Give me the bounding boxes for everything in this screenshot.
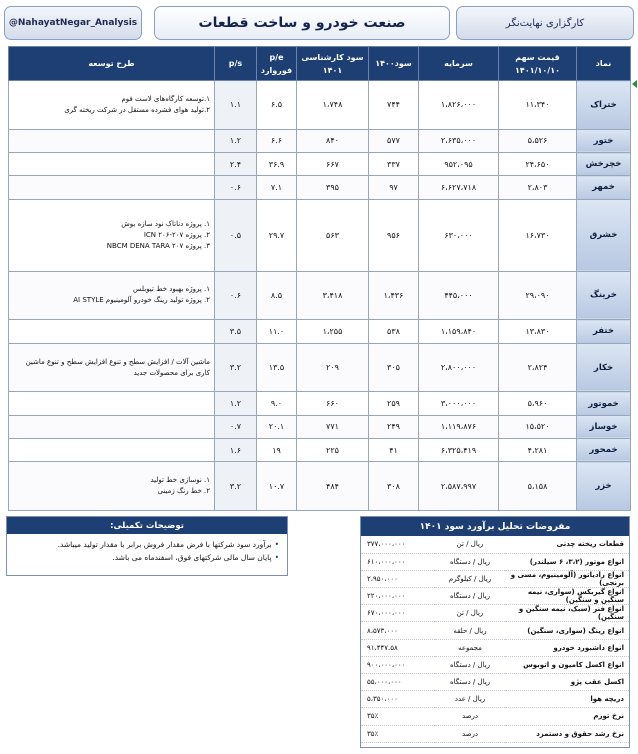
table-row [9, 176, 631, 199]
ps-cell: ۳.۵ [215, 320, 257, 343]
assumption-unit: درصد [435, 708, 505, 725]
pe-cell: ۸.۵ [257, 271, 297, 320]
table-body [9, 81, 631, 511]
col-header-capital: سرمایه [419, 47, 499, 81]
profit-1401-cell: ۳۹۵ [297, 176, 369, 199]
assumption-name: انواع داشبورد خودرو [505, 639, 629, 656]
plan-line: ۱. پروژه دناتاک نود سازه بوش [121, 219, 210, 228]
notes-list [7, 534, 287, 568]
assumption-name: دریچه هوا [505, 691, 629, 708]
assumption-unit: مجموعه [435, 639, 505, 656]
pe-cell: ۱۱.۰ [257, 320, 297, 343]
assumptions-box [360, 516, 630, 748]
col-header-plan: طرح توسعه [9, 47, 215, 81]
plan-line: ۲. پروژه تولید رینگ خودرو آلومینیوم AI STYLE [73, 296, 210, 305]
plan-cell [9, 271, 215, 320]
assumption-value: ۲،۹۵۰،۰۰۰ [361, 570, 435, 587]
price-cell: ۲،۸۲۴ [499, 343, 577, 392]
table-row [9, 392, 631, 415]
price-cell: ۵،۹۶۰ [499, 392, 577, 415]
assumption-name: قطعات ریخته چدنی [505, 536, 629, 553]
plan-line: ۳. پروژه NBCM DENA TARA ۲۰۷ [106, 241, 210, 250]
price-cell: ۵،۱۵۸ [499, 462, 577, 511]
profit-1400-cell: ۲۵۹ [369, 392, 419, 415]
symbol-cell: خمهر [577, 176, 631, 199]
assumption-row [361, 605, 629, 622]
symbol-cell: خکار [577, 343, 631, 392]
capital-cell: ۶،۶۲۷،۷۱۸ [419, 176, 499, 199]
plan-line: ۱. پروژه بهبود خط تیوبلس [133, 285, 210, 294]
assumptions-table [361, 536, 629, 743]
price-cell: ۱۵،۵۲۰ [499, 415, 577, 438]
assumption-unit: ریال / دستگاه [435, 674, 505, 691]
table-row [9, 415, 631, 438]
assumption-row [361, 622, 629, 639]
ps-cell: ۰.۶ [215, 271, 257, 320]
table-header-row [9, 47, 631, 81]
pe-cell: ۹.۰ [257, 392, 297, 415]
plan-line: ۱. نوسازی خط تولید [150, 476, 210, 485]
plan-cell [9, 129, 215, 152]
profit-1401-cell: ۶۶۷ [297, 153, 369, 176]
table-row [9, 320, 631, 343]
assumption-row [361, 553, 629, 570]
price-cell: ۲۹،۰۹۰ [499, 271, 577, 320]
assumption-value: ۹۱،۴۴۷.۵۸ [361, 639, 435, 656]
table-row [9, 199, 631, 271]
profit-1400-cell: ۳۰۵ [369, 343, 419, 392]
plan-cell [9, 81, 215, 130]
profit-1401-cell: ۶۶۰ [297, 392, 369, 415]
profit-1400-cell: ۹۵۶ [369, 199, 419, 271]
assumption-name: انواع رینگ (سواری، سنگین) [505, 622, 629, 639]
price-cell: ۱۱،۳۴۰ [499, 81, 577, 130]
profit-1400-cell: ۵۷۷ [369, 129, 419, 152]
capital-cell: ۲،۵۸۷،۹۹۷ [419, 462, 499, 511]
ps-cell: ۳.۲ [215, 343, 257, 392]
ps-cell: ۱.۲ [215, 392, 257, 415]
assumption-unit: ریال / دستگاه [435, 553, 505, 570]
profit-1401-cell: ۱،۷۴۸ [297, 81, 369, 130]
assumption-row [361, 725, 629, 742]
assumption-name: انواع اکسل کامیون و اتوبوس [505, 656, 629, 673]
pe-cell: ۶.۵ [257, 81, 297, 130]
ps-cell: ۰.۷ [215, 415, 257, 438]
assumption-row [361, 536, 629, 553]
assumption-unit: ریال / تن [435, 605, 505, 622]
table-row [9, 343, 631, 392]
symbol-cell: خوساز [577, 415, 631, 438]
profit-1401-cell: ۴۸۴ [297, 462, 369, 511]
profit-1401-cell: ۲۲۵ [297, 438, 369, 461]
profit-1401-cell: ۵۶۳ [297, 199, 369, 271]
plan-cell [9, 320, 215, 343]
plan-cell [9, 438, 215, 461]
col-header-symbol: نماد [577, 47, 631, 81]
capital-cell: ۱،۱۱۹،۸۷۶ [419, 415, 499, 438]
symbol-cell: خچرخش [577, 153, 631, 176]
plan-line: ۲. خط رنگ زمینی [157, 487, 210, 496]
price-cell: ۱۶،۷۳۰ [499, 199, 577, 271]
profit-1400-cell: ۱،۴۳۶ [369, 271, 419, 320]
assumption-value: ۶۷۰،۰۰۰،۰۰۰ [361, 605, 435, 622]
plan-cell [9, 176, 215, 199]
assumption-row [361, 691, 629, 708]
ps-cell: ۱.۶ [215, 438, 257, 461]
table-row [9, 462, 631, 511]
marker-icon [632, 80, 637, 88]
assumption-value: ۲۲۰،۰۰۰،۰۰۰ [361, 588, 435, 605]
col-header-profit-1400: سود۱۴۰۰ [369, 47, 419, 81]
symbol-cell: ختراک [577, 81, 631, 130]
plan-line: ۲. پروژه ICN ۲۰۶-۲۰۷ [143, 230, 210, 239]
plan-cell [9, 343, 215, 392]
profit-1400-cell: ۲۴۹ [369, 415, 419, 438]
price-cell: ۲،۸۰۳ [499, 176, 577, 199]
stocks-table [8, 46, 631, 511]
symbol-cell: خموتور [577, 392, 631, 415]
channel-handle: @NahayatNegar_Analysis [4, 6, 142, 40]
symbol-cell: خشرق [577, 199, 631, 271]
symbol-cell: ختفر [577, 320, 631, 343]
pe-cell: ۱۹ [257, 438, 297, 461]
pe-cell: ۲۹.۷ [257, 199, 297, 271]
symbol-cell: خمحور [577, 438, 631, 461]
assumption-unit: ریال / عدد [435, 691, 505, 708]
ps-cell: ۲.۴ [215, 153, 257, 176]
assumption-row [361, 570, 629, 587]
capital-cell: ۳،۰۰۰،۰۰۰ [419, 392, 499, 415]
assumption-name: نرخ رشد حقوق و دستمزد [505, 725, 629, 742]
assumption-unit: درصد [435, 725, 505, 742]
note-item: • پایان سال مالی شرکتهای فوق، اسفندماه می باشد. [15, 551, 279, 564]
ps-cell: ۰.۵ [215, 199, 257, 271]
assumption-value: ۹۰۰،۰۰۰،۰۰۰ [361, 656, 435, 673]
profit-1400-cell: ۳۰۸ [369, 462, 419, 511]
symbol-cell: ختور [577, 129, 631, 152]
plan-line: ماشین آلات / افزایش سطح و تنوع افزایش سطح و تنوع ماشین [25, 357, 210, 366]
col-header-profit-1401: سود کارشناسی ۱۴۰۱ [297, 47, 369, 81]
assumption-name: انواع رادیاتور (آلومینیوم، مسی و برنجی) [505, 570, 629, 587]
price-cell: ۴،۲۸۱ [499, 438, 577, 461]
assumption-name: انواع موتور (۳،۲، ۶ سیلندر) [505, 553, 629, 570]
ps-cell: ۳.۲ [215, 462, 257, 511]
table-row [9, 438, 631, 461]
ps-cell: ۱.۲ [215, 129, 257, 152]
assumptions-body [361, 536, 629, 742]
profit-1401-cell: ۷۷۱ [297, 415, 369, 438]
plan-cell [9, 392, 215, 415]
assumption-value: ۳۵٪ [361, 725, 435, 742]
assumption-value: ۵،۳۵۰،۰۰۰ [361, 691, 435, 708]
symbol-cell: خرینگ [577, 271, 631, 320]
assumptions-title: مفروضات تحلیل برآورد سود ۱۴۰۱ [361, 517, 629, 536]
stocks-table-container [8, 46, 630, 511]
plan-cell [9, 462, 215, 511]
capital-cell: ۹۵۲،۰۹۵ [419, 153, 499, 176]
symbol-cell: خزر [577, 462, 631, 511]
assumption-value: ۸،۵۷۳،۰۰۰ [361, 622, 435, 639]
col-header-price: قیمت سهم ۱۴۰۱/۱۰/۱۰ [499, 47, 577, 81]
profit-1401-cell: ۳،۴۱۸ [297, 271, 369, 320]
plan-cell [9, 199, 215, 271]
pe-cell: ۱۰.۷ [257, 462, 297, 511]
pe-cell: ۱۳.۵ [257, 343, 297, 392]
assumption-unit: ریال / دستگاه [435, 588, 505, 605]
assumption-name: نرخ تورم [505, 708, 629, 725]
table-row [9, 129, 631, 152]
col-header-pe: p/e فوروارد [257, 47, 297, 81]
assumption-row [361, 639, 629, 656]
plan-cell [9, 415, 215, 438]
plan-line: کاری برای محصولات جدید [133, 368, 210, 377]
assumption-row [361, 674, 629, 691]
ps-cell: ۰.۶ [215, 176, 257, 199]
assumption-row [361, 708, 629, 725]
notes-box [6, 516, 288, 576]
pe-cell: ۷.۱ [257, 176, 297, 199]
profit-1401-cell: ۸۴۰ [297, 129, 369, 152]
profit-1400-cell: ۷۴۴ [369, 81, 419, 130]
page-title: صنعت خودرو و ساخت قطعات [154, 6, 450, 40]
assumption-row [361, 588, 629, 605]
ps-cell: ۱.۱ [215, 81, 257, 130]
col-header-ps: p/s [215, 47, 257, 81]
price-cell: ۲۴،۶۵۰ [499, 153, 577, 176]
assumption-unit: ریال / تن [435, 536, 505, 553]
assumption-row [361, 656, 629, 673]
assumption-unit: ریال / کیلوگرم [435, 570, 505, 587]
assumption-value: ۶۱۰،۰۰۰،۰۰۰ [361, 553, 435, 570]
capital-cell: ۱،۸۲۶،۰۰۰ [419, 81, 499, 130]
capital-cell: ۱،۱۵۹،۸۴۰ [419, 320, 499, 343]
pe-cell: ۶.۶ [257, 129, 297, 152]
plan-line: ۲.تولید هواى فشرده مستقل در شرکت ریخته گرى [64, 105, 210, 114]
capital-cell: ۲،۸۰۰،۰۰۰ [419, 343, 499, 392]
plan-line: ۱.توسعه کارگاه‌های لاست فوم [121, 94, 210, 103]
capital-cell: ۶،۳۲۵،۴۱۹ [419, 438, 499, 461]
plan-cell [9, 153, 215, 176]
assumption-value: ۵۵،۰۰۰،۰۰۰ [361, 674, 435, 691]
report-header [4, 4, 634, 44]
assumption-unit: ریال / حلقه [435, 622, 505, 639]
profit-1401-cell: ۱،۲۵۵ [297, 320, 369, 343]
profit-1400-cell: ۹۷ [369, 176, 419, 199]
profit-1400-cell: ۵۳۸ [369, 320, 419, 343]
table-row [9, 271, 631, 320]
profit-1400-cell: ۳۳۷ [369, 153, 419, 176]
agency-name: کارگزاری نهایت‌نگر [456, 6, 634, 40]
pe-cell: ۲۰.۱ [257, 415, 297, 438]
note-item: • برآورد سود شرکتها با فرض مقدار فروش برابر با مقدار تولید میباشد. [15, 538, 279, 551]
capital-cell: ۲،۶۳۵،۰۰۰ [419, 129, 499, 152]
profit-1401-cell: ۲۰۹ [297, 343, 369, 392]
table-row [9, 153, 631, 176]
assumption-value: ۳۵٪ [361, 708, 435, 725]
profit-1400-cell: ۴۱ [369, 438, 419, 461]
assumption-name: انواع گیربکس (سواری، نیمه سنگین و سنگین) [505, 588, 629, 605]
notes-title: توضیحات تکمیلی: [7, 517, 287, 534]
assumption-value: ۳۷۷،۰۰۰،۰۰۰ [361, 536, 435, 553]
table-row [9, 81, 631, 130]
price-cell: ۱۳،۸۳۰ [499, 320, 577, 343]
assumption-unit: ریال / دستگاه [435, 656, 505, 673]
price-cell: ۵،۵۲۶ [499, 129, 577, 152]
capital-cell: ۴۴۵،۰۰۰ [419, 271, 499, 320]
pe-cell: ۳۶.۹ [257, 153, 297, 176]
assumption-name: انواع فنر (سبک، نیمه سنگین و سنگین) [505, 605, 629, 622]
assumption-name: اکسل عقب پژو [505, 674, 629, 691]
capital-cell: ۶۳۰،۰۰۰ [419, 199, 499, 271]
